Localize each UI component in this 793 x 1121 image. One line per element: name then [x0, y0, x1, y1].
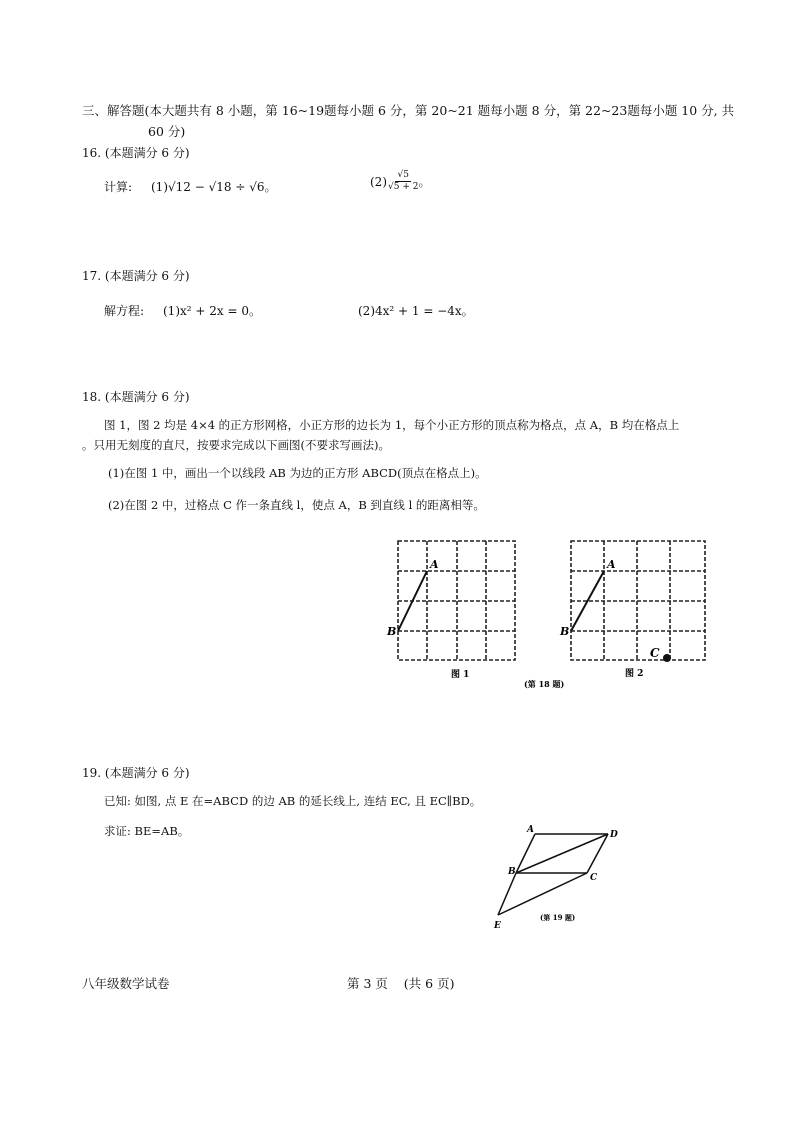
footer-page-number: 第 3 页 (共 6 页) — [347, 976, 455, 991]
label-b-q19: B — [508, 867, 516, 877]
label-c-q19: C — [590, 873, 598, 883]
grid-figure-1 — [398, 541, 515, 660]
parallelogram-figure — [498, 834, 608, 915]
q16-part2-prefix: (2) — [370, 174, 387, 189]
caption-figure-2: 图 2 — [625, 669, 644, 679]
q16-fraction — [388, 170, 418, 193]
section-heading-cont: 60 分) — [148, 124, 186, 139]
q17-part1: (1)x² + 2x = 0。 — [163, 304, 261, 318]
q16-prompt: 计算: — [104, 180, 133, 194]
q17-header: 17. (本题满分 6 分) — [82, 269, 190, 283]
caption-q18: (第 18 题) — [524, 679, 565, 689]
q18-item2: (2)在图 2 中，过格点 C 作一条直线 l，使点 A，B 到直线 l 的距离相等。 — [108, 498, 485, 512]
q17-part2: (2)4x² + 1 = −4x。 — [358, 304, 474, 318]
q16-header: 16. (本题满分 6 分) — [82, 146, 190, 160]
label-d-q19: D — [610, 830, 618, 840]
q19-header: 19. (本题满分 6 分) — [82, 766, 190, 780]
q18-item1: (1)在图 1 中，画出一个以线段 AB 为边的正方形 ABCD(顶点在格点上)。 — [108, 466, 487, 480]
q16-part1: (1)√12 − √18 ÷ √6。 — [151, 180, 277, 194]
q18-header: 18. (本题满分 6 分) — [82, 390, 190, 404]
q19-prove: 求证: BE=AB。 — [104, 824, 190, 838]
label-e-q19: E — [494, 921, 501, 931]
q16-fraction-denominator: √5 + 2 — [388, 182, 419, 192]
label-b-figure-2: B — [560, 625, 570, 638]
caption-figure-1: 图 1 — [451, 670, 470, 680]
q18-text2: 。只用无刻度的直尺，按要求完成以下画图(不要求写画法)。 — [82, 438, 390, 452]
grid-figure-2 — [571, 541, 705, 660]
label-a-figure-2: A — [607, 558, 616, 571]
footer-title: 八年级数学试卷 — [82, 976, 170, 991]
q17-prompt: 解方程: — [104, 304, 145, 318]
label-a-q19: A — [527, 825, 534, 835]
point-c-figure-2 — [663, 654, 671, 662]
segment-ab-figure-1 — [398, 571, 427, 631]
label-a-figure-1: A — [430, 558, 439, 571]
caption-q19: (第 19 题) — [540, 913, 576, 922]
q19-given: 已知: 如图, 点 E 在=ABCD 的边 AB 的延长线上, 连结 EC, 且 EC∥BD。 — [104, 794, 482, 808]
q16-part2 — [370, 170, 430, 193]
label-c-figure-2: C — [650, 646, 660, 660]
q18-text1: 图 1，图 2 均是 4×4 的正方形网格，小正方形的边长为 1，每个小正方形的顶点称为格点，点 A，B 均在格点上 — [104, 418, 680, 432]
q16-fraction-numerator: √5 — [397, 170, 409, 180]
segment-ab-figure-2 — [571, 571, 604, 631]
section-heading: 三、解答题(本大题共有 8 小题，第 16~19题每小题 6 分，第 20~21 题每小题 8 分，第 22~23题每小题 10 分, 共 — [82, 103, 735, 118]
label-b-figure-1: B — [387, 625, 397, 638]
q16-part2-suffix: 。 — [418, 175, 431, 189]
